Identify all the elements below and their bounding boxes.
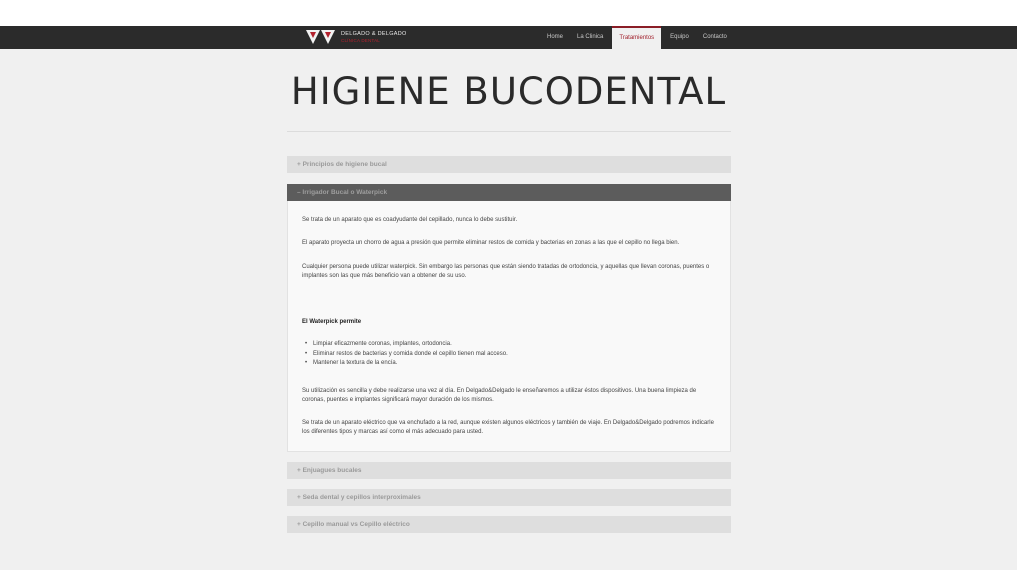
brand-tagline: CLÍNICA DENTAL: [341, 38, 380, 43]
accordion-irrigador-header[interactable]: – Irrigador Bucal o Waterpick: [287, 184, 731, 201]
accordion-enjuagues-header[interactable]: + Enjuagues bucales: [287, 462, 731, 479]
nav-home[interactable]: Home: [547, 34, 564, 40]
accordion-principios-header[interactable]: + Principios de higiene bucal: [287, 156, 731, 173]
paragraph-function: El aparato proyecta un chorro de agua a presión que permite eliminar restos de comida y bacterias en zonas a las que el cepillo no llega bien.: [302, 240, 680, 246]
page-title: HIGIENE BUCODENTAL: [290, 70, 727, 113]
accordion-cepillo-header[interactable]: + Cepillo manual vs Cepillo eléctrico: [287, 516, 731, 533]
list-item: • Mantener la textura de la encía.: [302, 359, 714, 369]
waterpick-benefits-list: [302, 340, 714, 369]
paragraph-types: Se trata de un aparato eléctrico que va enchufado a la red, aunque existen algunos eléctricos y también de viaje. En Delgado&Delgado podremos indicarle los diferentes tipos y marcas así como el más adecuado para usted.: [302, 420, 714, 435]
logo-triangles-icon: [306, 30, 336, 45]
nav-la-clinica[interactable]: La Clinica: [577, 34, 604, 40]
list-item: • Eliminar restos de bacterias y comida donde el cepillo tienen mal acceso.: [302, 350, 714, 360]
list-item: • Limpiar eficazmente coronas, implantes, ortodoncia.: [302, 340, 714, 350]
nav-equipo[interactable]: Equipo: [670, 34, 689, 40]
accordion-irrigador-panel: [287, 201, 731, 452]
main-nav: [540, 26, 734, 49]
paragraph-usage: Su utilización es sencilla y debe realizarse una vez al día. En Delgado&Delgado le enseñaremos a utilizar éstos dispositivos. Una buena limpieza de coronas, puentes e implantes significará mayor duración de los mismos.: [302, 388, 697, 403]
waterpick-subheading: El Waterpick permite: [302, 319, 362, 325]
site-logo[interactable]: [306, 30, 407, 45]
top-whitespace: [0, 0, 1017, 26]
site-navbar: [0, 26, 1017, 49]
brand-name: DELGADO & DELGADO: [341, 30, 407, 37]
accordion-seda-header[interactable]: + Seda dental y cepillos interproximales: [287, 489, 731, 506]
paragraph-users: Cualquier persona puede utilizar waterpick. Sin embargo las personas que están siendo tratadas de ortodoncia, y aquellas que llevan coronas, puentes o implantes son las que más beneficio van a obtener de su uso.: [302, 264, 710, 279]
logo-wordmark: [341, 32, 407, 44]
paragraph-intro: Se trata de un aparato que es coadyudante del cepillado, nunca lo debe sustituir.: [302, 217, 518, 223]
nav-contacto[interactable]: Contacto: [702, 34, 727, 40]
nav-tratamientos[interactable]: Tratamientos: [612, 26, 661, 49]
title-divider: [287, 131, 731, 132]
